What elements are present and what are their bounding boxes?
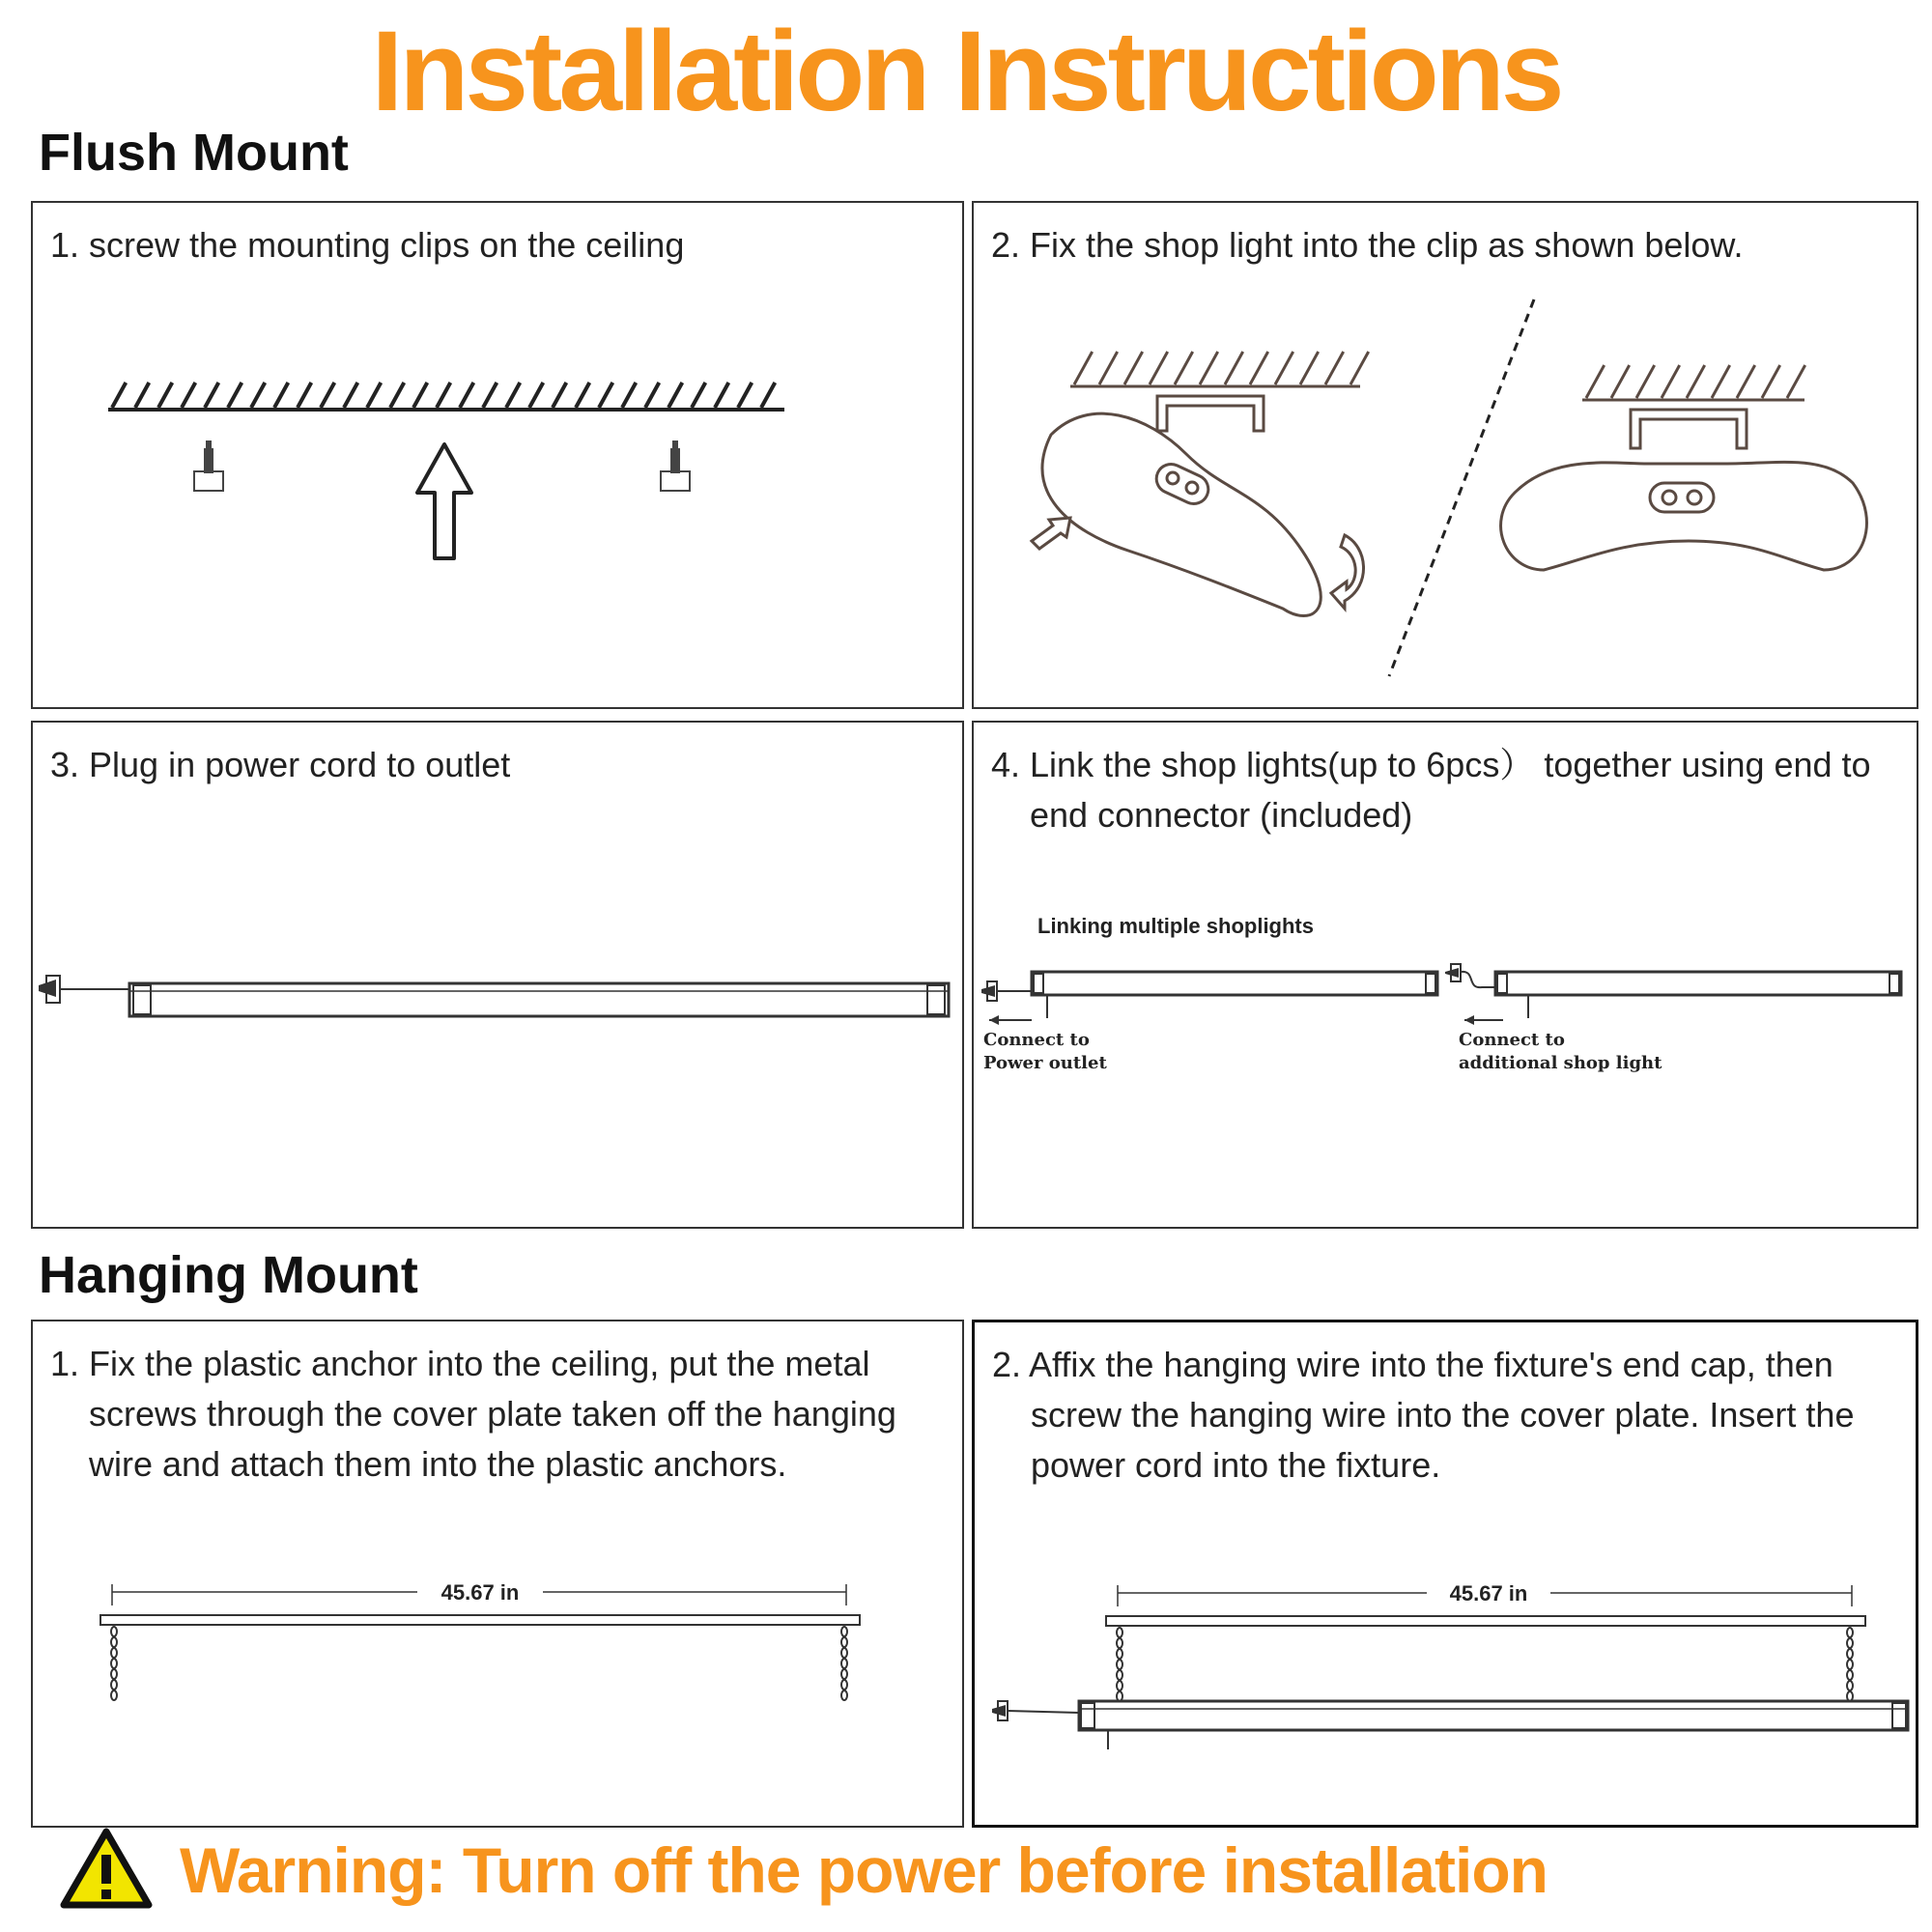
ceiling-hatch-line [298, 383, 311, 408]
connector-icon [1445, 964, 1461, 981]
ceiling-hatch-line [1150, 352, 1168, 384]
ceiling-hatch-line [1636, 365, 1655, 398]
chain-link [111, 1690, 117, 1700]
flush-step-3-text: 3. Plug in power cord to outlet [50, 745, 511, 784]
chain-link [1847, 1638, 1853, 1648]
ceiling-hatch-line [321, 383, 334, 408]
ceiling-hatch-line [1712, 365, 1730, 398]
ceiling-hatch-line [1275, 352, 1293, 384]
chain-link [1117, 1628, 1122, 1637]
warning-banner [58, 1826, 1893, 1922]
chain-link [1117, 1638, 1122, 1648]
ceiling-clips-illustration [33, 203, 966, 711]
chain-link [1117, 1649, 1122, 1659]
ceiling-hatch-line [715, 383, 728, 408]
ceiling-hatch-line [135, 383, 149, 408]
ceiling-hatch-line [158, 383, 172, 408]
chain-link [841, 1648, 847, 1658]
chain-link [1847, 1660, 1853, 1669]
hanging-chain-icon [841, 1627, 847, 1700]
additional-light-label-line2: additional shop light [1459, 1053, 1662, 1073]
ceiling-hatch-line [1762, 365, 1780, 398]
up-arrow-icon [417, 444, 471, 558]
mounting-clip-icon [194, 440, 223, 491]
ceiling-hatch-line [1611, 365, 1630, 398]
chain-link [841, 1637, 847, 1647]
warning-text: Warning: Turn off the power before installation [180, 1834, 1548, 1906]
chain-link [841, 1627, 847, 1636]
dimension-label: 45.67 in [440, 1580, 520, 1605]
ceiling-hatch-line [1662, 365, 1680, 398]
plug-icon [992, 1701, 1008, 1720]
ceiling-hatch-line [599, 383, 612, 408]
ceiling-hatch-line [738, 383, 752, 408]
clip-installation-illustration [974, 203, 1920, 711]
ceiling-hatch-line [413, 383, 427, 408]
chain-link [1117, 1681, 1122, 1690]
hanging-step-1-text: 1. Fix the plastic anchor into the ceiling, put the metal screws through the cover plate taken off the hanging wire and attach them into the plastic anchors. [50, 1344, 896, 1484]
ceiling-hatch-line [483, 383, 497, 408]
flush-step-4-panel [972, 721, 1918, 1229]
ceiling-hatch-line [668, 383, 682, 408]
chain-link [1117, 1670, 1122, 1680]
ceiling-hatch-line [228, 383, 242, 408]
ceiling-hatch-line [622, 383, 636, 408]
chain-link [111, 1637, 117, 1647]
ceiling-hatch-line [205, 383, 218, 408]
rotate-arrow-icon [1331, 535, 1364, 609]
chain-link [841, 1669, 847, 1679]
chain-link [111, 1659, 117, 1668]
chain-link [1117, 1660, 1122, 1669]
ceiling-hatch-line [1325, 352, 1344, 384]
hanging-step-1-panel [31, 1320, 964, 1828]
plug-icon [981, 981, 997, 1001]
ceiling-hatch-line [1737, 365, 1755, 398]
ceiling-hatch-line [182, 383, 195, 408]
chain-link [841, 1690, 847, 1700]
chain-link [1847, 1670, 1853, 1680]
ceiling-hatch-line [1586, 365, 1605, 398]
hanging-chain-icon [1847, 1628, 1853, 1701]
chain-link [841, 1680, 847, 1690]
chain-link [111, 1669, 117, 1679]
ceiling-hatch-line [390, 383, 404, 408]
hanging-mount-heading: Hanging Mount [39, 1246, 418, 1304]
chain-link [1847, 1681, 1853, 1690]
chain-link [111, 1648, 117, 1658]
linking-diagram-title: Linking multiple shoplights [1037, 914, 1314, 938]
ceiling-hatch-line [1099, 352, 1118, 384]
ceiling-hatch-line [761, 383, 775, 408]
power-outlet-label-line2: Power outlet [983, 1053, 1107, 1073]
additional-light-label-line1: Connect to [1459, 1030, 1565, 1050]
flush-step-4-text: 4. Link the shop lights(up to 6pcs） together using end to end connector (included) [991, 745, 1871, 835]
ceiling-hatch-line [1175, 352, 1193, 384]
hanging-step-2-panel [972, 1320, 1918, 1828]
chain-link [1847, 1628, 1853, 1637]
power-cord-illustration [33, 723, 966, 1231]
power-outlet-label-line1: Connect to [983, 1030, 1090, 1050]
ceiling-hatch-line [274, 383, 288, 408]
ceiling-hatch-line [506, 383, 520, 408]
ceiling-hatch-line [576, 383, 589, 408]
ceiling-hatch-line [344, 383, 357, 408]
flush-step-1-text: 1. screw the mounting clips on the ceiling [50, 225, 685, 265]
ceiling-hatch-line [1787, 365, 1805, 398]
chain-link [111, 1680, 117, 1690]
hanging-chain-icon [1117, 1628, 1122, 1701]
warning-triangle-icon [58, 1826, 155, 1913]
flush-step-1-panel [31, 201, 964, 709]
ceiling-hatch-line [645, 383, 659, 408]
hanging-step-2-text: 2. Affix the hanging wire into the fixture's end cap, then screw the hanging wire into the cover plate. Insert the power cord into the fixture. [992, 1345, 1855, 1485]
ceiling-hatch-line [1300, 352, 1319, 384]
ceiling-hatch-line [460, 383, 473, 408]
ceiling-hatch-line [1200, 352, 1218, 384]
plug-icon [39, 976, 60, 1003]
ceiling-hatch-line [1124, 352, 1143, 384]
ceiling-hatch-line [692, 383, 705, 408]
flush-mount-heading: Flush Mount [39, 124, 349, 182]
flush-step-2-panel [972, 201, 1918, 709]
dimension-label: 45.67 in [1449, 1581, 1528, 1605]
mounting-clip-icon [661, 440, 690, 491]
chain-link [1847, 1649, 1853, 1659]
chain-link [841, 1659, 847, 1668]
ceiling-hatch-line [367, 383, 381, 408]
ceiling-hatch-line [553, 383, 566, 408]
page-title: Installation Instructions [371, 8, 1561, 135]
flush-step-2-text: 2. Fix the shop light into the clip as shown below. [991, 225, 1744, 265]
ceiling-hatch-line [437, 383, 450, 408]
ceiling-hatch-line [1250, 352, 1268, 384]
flush-step-3-panel [31, 721, 964, 1229]
ceiling-hatch-line [1225, 352, 1243, 384]
ceiling-hatch-line [1074, 352, 1093, 384]
ceiling-hatch-line [112, 383, 126, 408]
chain-link [111, 1627, 117, 1636]
insert-arrow-icon [1032, 518, 1070, 549]
ceiling-hatch-line [251, 383, 265, 408]
ceiling-hatch-line [529, 383, 543, 408]
ceiling-hatch-line [1350, 352, 1369, 384]
hanging-chain-icon [111, 1627, 117, 1700]
ceiling-hatch-line [1687, 365, 1705, 398]
